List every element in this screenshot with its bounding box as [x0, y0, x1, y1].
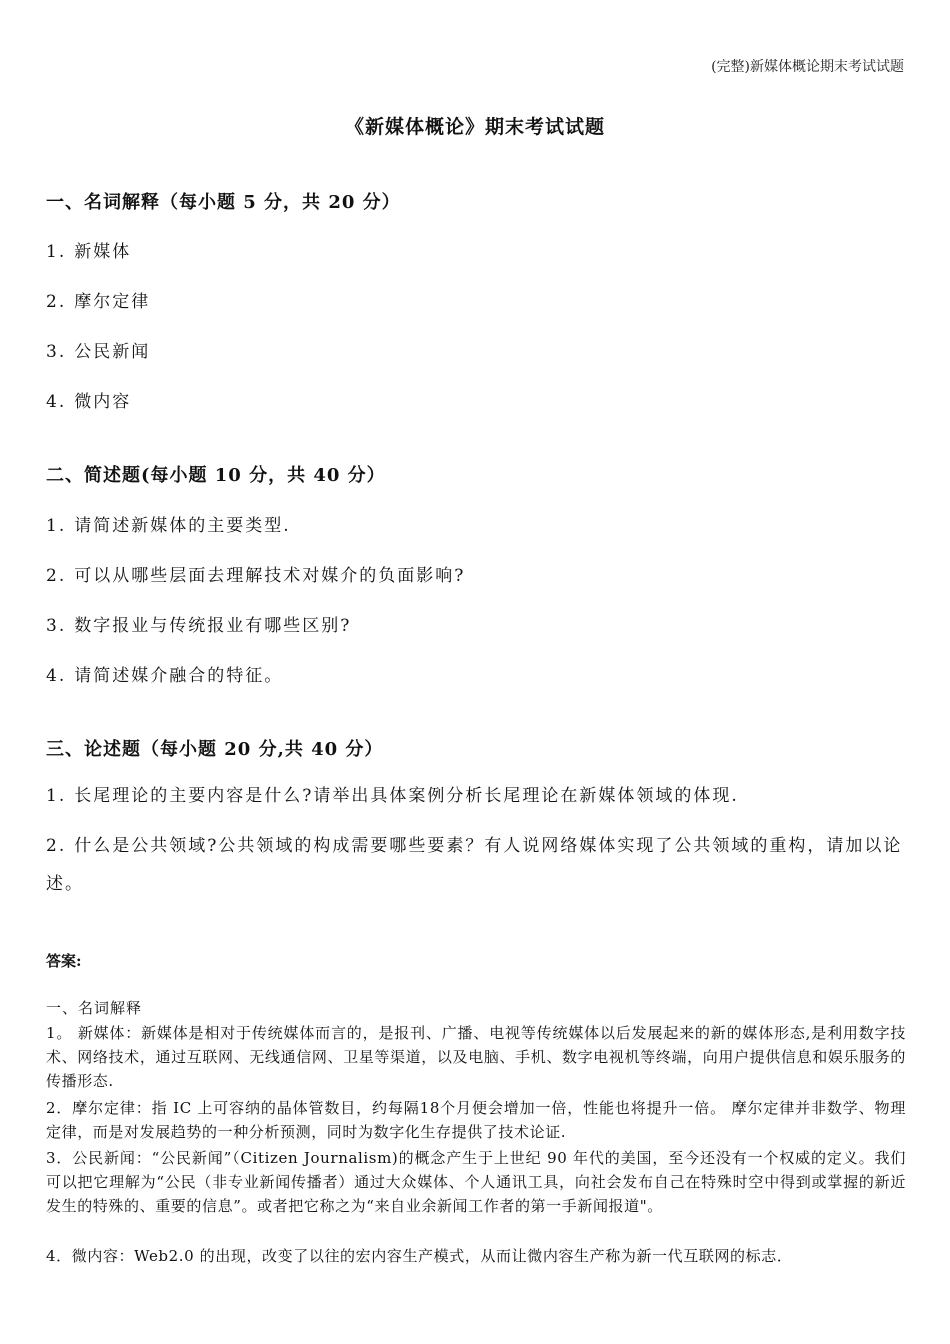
question-number: 1.	[46, 786, 67, 806]
section-heading-short-answer: 二、简述题(每小题 10 分，共 40 分）	[46, 465, 386, 486]
question-number: 2.	[46, 566, 67, 586]
question-item	[46, 661, 283, 686]
page-header-note: (完整)新媒体概论期末考试试题	[711, 59, 904, 75]
question-text: 请简述新媒体的主要类型.	[74, 516, 291, 536]
question-item	[46, 287, 150, 312]
question-item	[46, 337, 150, 362]
question-item	[46, 777, 906, 815]
question-item	[46, 827, 906, 903]
question-number: 2.	[46, 836, 67, 856]
question-number: 4.	[46, 392, 67, 412]
question-number: 3.	[46, 342, 67, 362]
question-item	[46, 611, 351, 636]
answer-item: 2．摩尔定律：指 IC 上可容纳的晶体管数目，约每隔18个月便会增加一倍，性能也将提升一倍。 摩尔定律并非数学、物理定律，而是对发展趋势的一种分析预测，同时为数字化生存提供了技术论证.	[46, 1099, 906, 1141]
question-text: 请简述媒介融合的特征。	[74, 666, 284, 686]
question-text: 可以从哪些层面去理解技术对媒介的负面影响?	[74, 566, 466, 586]
question-number: 1.	[46, 242, 67, 262]
question-number: 2.	[46, 292, 67, 312]
question-item	[46, 387, 131, 412]
answers-section-title: 一、名词解释	[46, 999, 143, 1017]
question-item	[46, 237, 131, 262]
question-text: 长尾理论的主要内容是什么?请举出具体案例分析长尾理论在新媒体领域的体现.	[74, 786, 739, 806]
question-item	[46, 561, 465, 586]
question-number: 1.	[46, 516, 67, 536]
section-heading-definitions: 一、名词解释（每小题 5 分，共 20 分）	[46, 192, 401, 213]
answer-item: 4．微内容：Web2.0 的出现，改变了以往的宏内容生产模式，从而让微内容生产称为新一代互联网的标志．	[46, 1247, 793, 1265]
answer-item: 1。 新媒体：新媒体是相对于传统媒体而言的，是报刊、广播、电视等传统媒体以后发展起来的新的媒体形态,是利用数字技术、网络技术，通过互联网、无线通信网、卫星等渠道，以及电脑、手机、数字电视机等终端，向用户提供信息和娱乐服务的传播形态.	[46, 1024, 906, 1090]
question-number: 3.	[46, 616, 67, 636]
question-text: 什么是公共领域?公共领域的构成需要哪些要素？有人说网络媒体实现了公共领域的重构，请加以论述。	[46, 836, 903, 894]
page-title: 《新媒体概论》期末考试试题	[344, 116, 605, 138]
question-text: 微内容	[74, 392, 132, 412]
question-text: 公民新闻	[74, 342, 151, 362]
question-item	[46, 511, 291, 536]
section-heading-essay: 三、论述题（每小题 20 分,共 40 分）	[46, 739, 384, 760]
answers-label: 答案:	[46, 952, 82, 970]
question-number: 4.	[46, 666, 67, 686]
answer-item: 3．公民新闻：“公民新闻”（Citizen Journalism)的概念产生于上世纪 90 年代的美国，至今还没有一个权威的定义。我们可以把它理解为“公民（非专业新闻传播者）通过大众媒体、个人通讯工具，向社会发布自己在特殊时空中得到或掌握的新近发生的特殊的、重要的信息”。或者把它称之为“来自业余新闻工作者的第一手新闻报道"。	[46, 1149, 906, 1215]
question-text: 新媒体	[74, 242, 132, 262]
question-text: 摩尔定律	[74, 292, 151, 312]
question-text: 数字报业与传统报业有哪些区别?	[74, 616, 352, 636]
